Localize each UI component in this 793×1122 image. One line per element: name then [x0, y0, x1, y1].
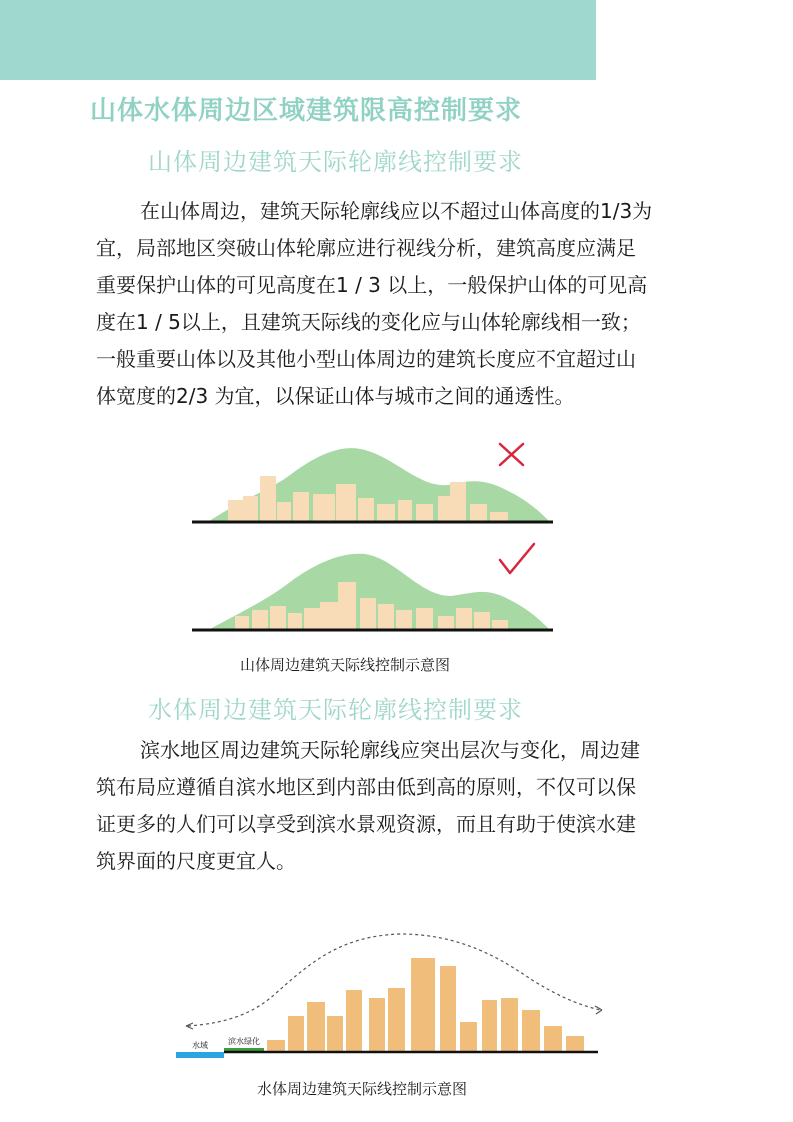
right-example-diagram	[192, 544, 553, 630]
paragraph-line: 筑界面的尺度更宜人。	[96, 849, 296, 873]
cross-icon	[500, 444, 523, 465]
paragraph-line: 一般重要山体以及其他小型山体周边的建筑长度应不宜超过山	[96, 347, 636, 371]
water-strip	[176, 1052, 224, 1058]
page-title: 山体水体周边区域建筑限高控制要求	[90, 96, 523, 126]
waterfront-skyline-figure	[170, 928, 610, 1068]
paragraph-line: 证更多的人们可以享受到滨水景观资源，而且有助于使滨水建	[96, 812, 636, 836]
section-heading-mountain: 山体周边建筑天际轮廓线控制要求	[148, 148, 523, 176]
wrong-example-diagram	[192, 444, 553, 522]
paragraph-line: 筑布局应遵循自滨水地区到内部由低到高的原则，不仅可以保	[96, 775, 636, 799]
label-green: 滨水绿化	[228, 1037, 260, 1046]
waterfront-buildings	[267, 958, 584, 1052]
check-icon	[500, 544, 534, 573]
header-band	[0, 0, 596, 80]
section-heading-water: 水体周边建筑天际轮廓线控制要求	[148, 696, 523, 724]
paragraph-line: 度在1 / 5以上，且建筑天际线的变化应与山体轮廓线相一致；	[96, 310, 641, 334]
paragraph-line: 体宽度的2/3 为宜，以保证山体与城市之间的通透性。	[96, 384, 575, 408]
label-water: 水域	[192, 1041, 208, 1050]
paragraph-line: 重要保护山体的可见高度在1 / 3 以上，一般保护山体的可见高	[96, 273, 648, 297]
figure-caption-water: 水体周边建筑天际线控制示意图	[257, 1080, 468, 1098]
figure-caption-mountain: 山体周边建筑天际线控制示意图	[240, 656, 451, 674]
mountain-skyline-figure	[180, 430, 570, 640]
paragraph-line: 宜，局部地区突破山体轮廓应进行视线分析，建筑高度应满足	[96, 236, 636, 260]
paragraph-mountain	[96, 193, 726, 415]
paragraph-line: 滨水地区周边建筑天际轮廓线应突出层次与变化，周边建	[140, 738, 640, 762]
paragraph-line: 在山体周边，建筑天际轮廓线应以不超过山体高度的1/3为	[140, 199, 653, 223]
paragraph-water	[96, 732, 726, 880]
